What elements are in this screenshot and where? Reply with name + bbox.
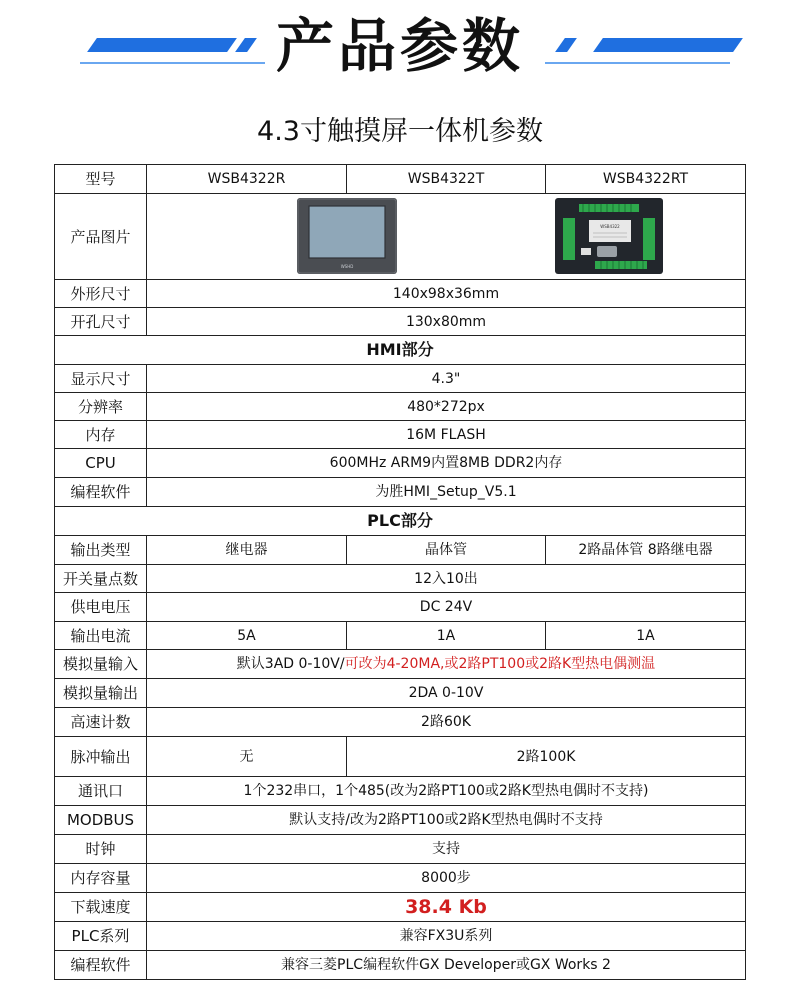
table-row bbox=[55, 806, 746, 835]
table-row-model bbox=[55, 165, 746, 194]
row-label: 显示尺寸 bbox=[55, 365, 147, 393]
row-value: 8000步 bbox=[147, 864, 746, 893]
row-value: 兼容三菱PLC编程软件GX Developer或GX Works 2 bbox=[147, 951, 746, 980]
table-row bbox=[55, 922, 746, 951]
table-row bbox=[55, 393, 746, 421]
table-row bbox=[55, 536, 746, 565]
row-label: 模拟量输入 bbox=[55, 650, 147, 679]
hmi-product-image bbox=[297, 198, 397, 274]
table-row bbox=[55, 893, 746, 922]
table-row bbox=[55, 777, 746, 806]
row-label: 编程软件 bbox=[55, 478, 147, 507]
row-label: 产品图片 bbox=[55, 194, 147, 280]
row-value: 为胜HMI_Setup_V5.1 bbox=[147, 478, 746, 507]
row-label: PLC系列 bbox=[55, 922, 147, 951]
row-value: 1个232串口，1个485(改为2路PT100或2路K型热电偶时不支持) bbox=[147, 777, 746, 806]
row-value: 16M FLASH bbox=[147, 421, 746, 449]
row-label: 供电电压 bbox=[55, 593, 147, 622]
row-label: 通讯口 bbox=[55, 777, 147, 806]
row-label: 内存容量 bbox=[55, 864, 147, 893]
row-value: 1A bbox=[347, 622, 546, 650]
table-row bbox=[55, 951, 746, 980]
model-rt: WSB4322RT bbox=[546, 165, 746, 194]
row-value: 5A bbox=[147, 622, 347, 650]
analog-input-option: 可改为4-20MA,或2路PT100或2路K型热电偶测温 bbox=[344, 656, 656, 672]
spec-table bbox=[54, 164, 746, 980]
row-label: 外形尺寸 bbox=[55, 280, 147, 308]
table-row bbox=[55, 565, 746, 593]
section-title: PLC部分 bbox=[55, 507, 746, 536]
row-value: 1A bbox=[546, 622, 746, 650]
row-value: DC 24V bbox=[147, 593, 746, 622]
row-value: 兼容FX3U系列 bbox=[147, 922, 746, 951]
row-label: 脉冲输出 bbox=[55, 737, 147, 777]
row-value: 600MHz ARM9内置8MB DDR2内存 bbox=[147, 449, 746, 478]
row-label: 型号 bbox=[55, 165, 147, 194]
row-value: 12入10出 bbox=[147, 565, 746, 593]
plc-label-text: WSB4322 bbox=[600, 224, 620, 229]
page-subtitle: 4.3寸触摸屏一体机参数 bbox=[257, 116, 543, 147]
model-r: WSB4322R bbox=[147, 165, 347, 194]
row-label: MODBUS bbox=[55, 806, 147, 835]
hmi-brand-text: WSHD bbox=[340, 264, 354, 269]
section-header-hmi bbox=[55, 336, 746, 365]
row-value: 支持 bbox=[147, 835, 746, 864]
table-row bbox=[55, 650, 746, 679]
plc-product-image bbox=[555, 198, 663, 274]
table-row bbox=[55, 308, 746, 336]
row-label: 模拟量输出 bbox=[55, 679, 147, 708]
row-label: 高速计数 bbox=[55, 708, 147, 737]
table-row bbox=[55, 280, 746, 308]
table-row bbox=[55, 622, 746, 650]
row-value: 2路晶体管 8路继电器 bbox=[546, 536, 746, 565]
row-label: 编程软件 bbox=[55, 951, 147, 980]
row-value: 2DA 0-10V bbox=[147, 679, 746, 708]
table-row bbox=[55, 864, 746, 893]
row-value: 默认支持/改为2路PT100或2路K型热电偶时不支持 bbox=[147, 806, 746, 835]
row-value: 晶体管 bbox=[347, 536, 546, 565]
row-value bbox=[147, 650, 746, 679]
row-value: 无 bbox=[147, 737, 347, 777]
row-value: 140x98x36mm bbox=[147, 280, 746, 308]
row-value: 480*272px bbox=[147, 393, 746, 421]
row-label: 开孔尺寸 bbox=[55, 308, 147, 336]
row-label: 内存 bbox=[55, 421, 147, 449]
analog-input-default: 默认3AD 0-10V/ bbox=[236, 656, 345, 672]
table-row bbox=[55, 478, 746, 507]
table-row bbox=[55, 708, 746, 737]
section-header-plc bbox=[55, 507, 746, 536]
row-label: 分辨率 bbox=[55, 393, 147, 421]
table-row bbox=[55, 421, 746, 449]
row-label: 时钟 bbox=[55, 835, 147, 864]
table-row bbox=[55, 737, 746, 777]
row-label: 开关量点数 bbox=[55, 565, 147, 593]
table-row bbox=[55, 679, 746, 708]
row-label: 输出类型 bbox=[55, 536, 147, 565]
row-value: 继电器 bbox=[147, 536, 347, 565]
table-row bbox=[55, 593, 746, 622]
model-t: WSB4322T bbox=[347, 165, 546, 194]
table-row bbox=[55, 835, 746, 864]
page-header bbox=[0, 0, 800, 92]
table-row-photo bbox=[55, 194, 746, 280]
row-label: 输出电流 bbox=[55, 622, 147, 650]
section-title: HMI部分 bbox=[55, 336, 746, 365]
page-title: 产品参数 bbox=[275, 12, 524, 80]
row-label: 下载速度 bbox=[55, 893, 147, 922]
row-value: 2路100K bbox=[347, 737, 746, 777]
table-row bbox=[55, 365, 746, 393]
product-image-cell bbox=[147, 194, 746, 280]
row-label: CPU bbox=[55, 449, 147, 478]
row-value: 2路60K bbox=[147, 708, 746, 737]
row-value: 130x80mm bbox=[147, 308, 746, 336]
row-value: 4.3" bbox=[147, 365, 746, 393]
download-speed-value: 38.4 Kb bbox=[147, 893, 746, 922]
table-row bbox=[55, 449, 746, 478]
